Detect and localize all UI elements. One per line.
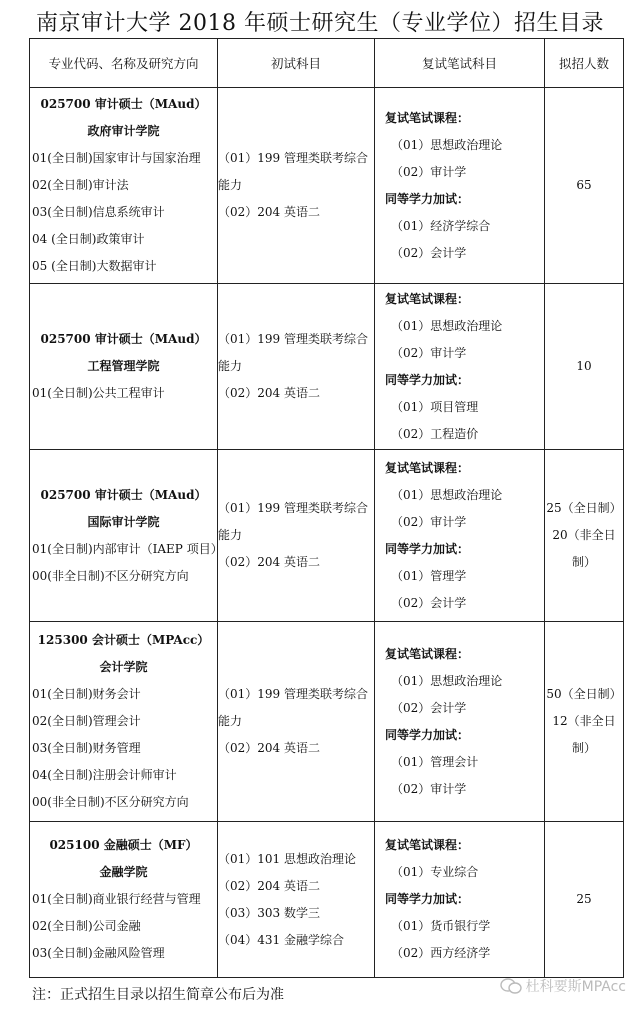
first-exam-subject: （02）204 英语二: [218, 741, 320, 755]
equivalent-exam-course: （01）管理会计: [391, 754, 479, 769]
retest-course: （02）审计学: [391, 345, 467, 360]
research-direction: 00(非全日制)不区分研究方向: [32, 795, 189, 809]
research-direction: 04 (全日制)政策审计: [32, 232, 145, 246]
first-exam-subject: （02）204 英语二: [218, 386, 320, 400]
quota-value: 12（非全日制）: [552, 714, 616, 755]
equivalent-exam-course: （02）西方经济学: [391, 946, 491, 960]
quota-value: 50（全日制）: [546, 687, 622, 701]
research-direction: 02(全日制)公司金融: [32, 919, 141, 933]
first-exam-cell: [218, 622, 375, 822]
first-exam-cell: [218, 822, 375, 978]
research-direction: 01(全日制)内部审计（IAEP 项目）: [32, 541, 223, 556]
retest-course: （01）思想政治理论: [391, 137, 503, 152]
table-row: [30, 450, 624, 622]
table-header-row: [30, 39, 624, 88]
header-first-exam: 初试科目: [218, 39, 375, 88]
school-name: 金融学院: [99, 865, 148, 879]
first-exam-subject: 能力: [218, 359, 243, 373]
quota-cell: [545, 284, 624, 450]
degree-name: 125300 会计硕士（MPAcc）: [37, 633, 210, 647]
major-cell: [30, 450, 223, 622]
second-exam-cell: [375, 822, 545, 978]
research-direction: 03(全日制)金融风险管理: [32, 946, 165, 960]
retest-course: （02）审计学: [391, 164, 467, 179]
table-row: [30, 88, 624, 284]
research-direction: 01(全日制)公共工程审计: [32, 386, 165, 400]
research-direction: 04(全日制)注册会计师审计: [32, 768, 177, 782]
first-exam-subject: （02）204 英语二: [218, 878, 320, 893]
header-quota: 拟招人数: [545, 39, 624, 88]
retest-course: （01）专业综合: [391, 865, 479, 879]
retest-courses-heading: 复试笔试课程：: [385, 646, 470, 661]
school-name: 国际审计学院: [87, 514, 160, 529]
research-direction: 01(全日制)财务会计: [32, 687, 141, 701]
table-row: [30, 284, 624, 450]
first-exam-subject: （01）199 管理类联考综合: [218, 151, 368, 165]
first-exam-cell: [218, 284, 375, 450]
retest-course: （01）思想政治理论: [391, 673, 503, 688]
equivalent-exam-course: （01）经济学综合: [391, 218, 491, 233]
quota-value: 25: [576, 892, 592, 906]
first-exam-subject: 能力: [218, 178, 243, 192]
equivalent-exam-course: （02）会计学: [391, 245, 467, 260]
quota-cell: [545, 88, 624, 284]
equivalent-exam-course: （01）项目管理: [391, 399, 479, 414]
quota-cell: [545, 622, 624, 822]
research-direction: 01(全日制)国家审计与国家治理: [32, 151, 201, 165]
equivalent-exam-heading: 同等学力加试：: [385, 541, 470, 556]
degree-name: 025700 审计硕士（MAud）: [40, 487, 207, 502]
first-exam-subject: （01）199 管理类联考综合: [218, 332, 368, 346]
watermark: [500, 976, 626, 996]
first-exam-cell: [218, 450, 375, 622]
quota-cell: [545, 450, 624, 622]
research-direction: 02(全日制)审计法: [32, 178, 129, 192]
quota-value: 65: [576, 178, 592, 192]
retest-course: （02）会计学: [391, 700, 467, 715]
footnote: 注：正式招生目录以招生简章公布后为准: [32, 987, 284, 1003]
research-direction: 02(全日制)管理会计: [32, 714, 141, 728]
degree-name: 025700 审计硕士（MAud）: [40, 97, 207, 111]
major-cell: [30, 284, 218, 450]
school-name: 政府审计学院: [87, 124, 160, 138]
quota-value: 25（全日制）: [546, 501, 622, 515]
first-exam-subject: 能力: [218, 714, 243, 728]
equivalent-exam-heading: 同等学力加试：: [385, 372, 470, 387]
first-exam-subject: （01）199 管理类联考综合: [218, 687, 368, 701]
equivalent-exam-course: （02）工程造价: [391, 426, 479, 441]
quota-value: 20（非全日制）: [552, 528, 616, 569]
second-exam-cell: [375, 88, 545, 284]
page-title: 南京审计大学 2018 年硕士研究生（专业学位）招生目录: [36, 11, 604, 36]
equivalent-exam-course: （02）审计学: [391, 781, 467, 796]
retest-course: （01）思想政治理论: [391, 318, 503, 333]
first-exam-subject: （02）204 英语二: [218, 555, 320, 569]
equivalent-exam-course: （02）会计学: [391, 595, 467, 610]
retest-course: （02）审计学: [391, 514, 467, 529]
first-exam-cell: [218, 88, 375, 284]
equivalent-exam-course: （01）管理学: [391, 568, 467, 583]
first-exam-subject: （01）199 管理类联考综合: [218, 501, 368, 515]
first-exam-subject: （01）101 思想政治理论: [218, 851, 356, 866]
retest-courses-heading: 复试笔试课程：: [385, 838, 470, 852]
equivalent-exam-heading: 同等学力加试：: [385, 727, 470, 742]
header-second-exam: 复试笔试科目: [375, 39, 545, 88]
research-direction: 03(全日制)财务管理: [32, 741, 141, 755]
retest-courses-heading: 复试笔试课程：: [385, 291, 470, 306]
research-direction: 03(全日制)信息系统审计: [32, 205, 165, 219]
retest-course: （01）思想政治理论: [391, 487, 503, 502]
equivalent-exam-heading: 同等学力加试：: [385, 191, 470, 206]
equivalent-exam-course: （01）货币银行学: [391, 919, 491, 933]
school-name: 工程管理学院: [87, 359, 160, 373]
second-exam-cell: [375, 622, 545, 822]
first-exam-subject: （03）303 数学三: [218, 905, 320, 920]
second-exam-cell: [375, 284, 545, 450]
degree-name: 025100 金融硕士（MF）: [49, 838, 198, 852]
wechat-icon: [500, 978, 522, 994]
school-name: 会计学院: [99, 660, 148, 674]
quota-cell: [545, 822, 624, 978]
equivalent-exam-heading: 同等学力加试：: [385, 892, 470, 906]
table-row: [30, 622, 624, 822]
watermark-text: 杜科要斯MPAcc: [525, 979, 626, 995]
retest-courses-heading: 复试笔试课程：: [385, 110, 470, 125]
retest-courses-heading: 复试笔试课程：: [385, 460, 470, 475]
major-cell: [30, 88, 218, 284]
major-cell: [30, 622, 218, 822]
second-exam-cell: [375, 450, 545, 622]
research-direction: 05 (全日制)大数据审计: [32, 259, 157, 273]
header-major: 专业代码、名称及研究方向: [30, 39, 218, 88]
research-direction: 00(非全日制)不区分研究方向: [32, 568, 189, 583]
degree-name: 025700 审计硕士（MAud）: [40, 332, 207, 346]
quota-value: 10: [576, 359, 592, 373]
research-direction: 01(全日制)商业银行经营与管理: [32, 892, 201, 906]
first-exam-subject: （04）431 金融学综合: [218, 932, 344, 947]
major-cell: [30, 822, 218, 978]
table-row: [30, 822, 624, 978]
enrollment-catalog-table: [29, 38, 624, 978]
first-exam-subject: （02）204 英语二: [218, 205, 320, 219]
first-exam-subject: 能力: [218, 528, 243, 542]
